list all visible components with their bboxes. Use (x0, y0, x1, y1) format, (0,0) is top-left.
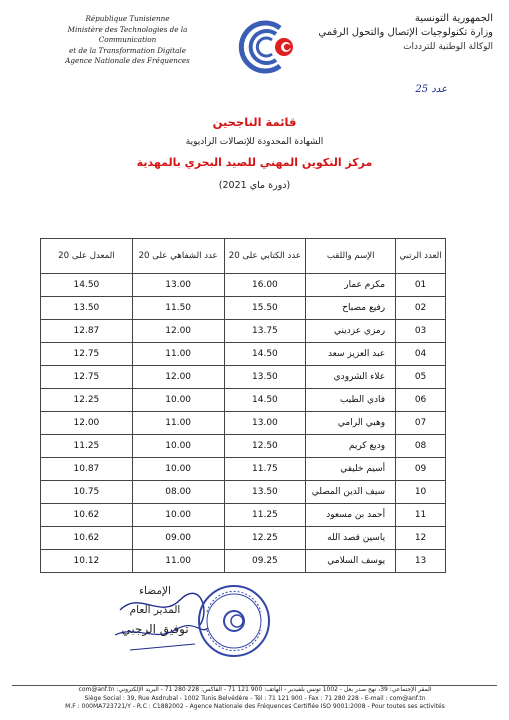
cell-name: رفيع مصباح (306, 297, 396, 320)
table-row (41, 389, 446, 412)
cell-average: 10.75 (41, 481, 133, 504)
cell-rank: 06 (396, 389, 446, 412)
header-rank: العدد الرتبي (396, 239, 446, 274)
cell-oral: 12.00 (132, 320, 224, 343)
cell-written: 13.50 (224, 481, 306, 504)
cell-name: يوسف السلامي (306, 550, 396, 573)
cell-oral: 11.00 (132, 412, 224, 435)
cell-written: 16.00 (224, 274, 306, 297)
cell-rank: 01 (396, 274, 446, 297)
cell-average: 12.87 (41, 320, 133, 343)
header-ar-line: وزارة تكنولوجيات الإتصال والتحول الرقمي (318, 27, 493, 38)
cell-average: 10.62 (41, 504, 133, 527)
cell-written: 11.25 (224, 504, 306, 527)
table-row (41, 320, 446, 343)
cell-average: 10.62 (41, 527, 133, 550)
cell-name: ياسين قصد الله (306, 527, 396, 550)
table-row (41, 550, 446, 573)
cell-average: 14.50 (41, 274, 133, 297)
cell-rank: 13 (396, 550, 446, 573)
table-row (41, 274, 446, 297)
cell-oral: 13.00 (132, 274, 224, 297)
cell-oral: 12.00 (132, 366, 224, 389)
cell-written: 14.50 (224, 389, 306, 412)
cell-written: 12.25 (224, 527, 306, 550)
table-row (41, 458, 446, 481)
cell-name: علاء الشرودي (306, 366, 396, 389)
header-ar-agency: الوكالة الوطنية للترددات (403, 42, 493, 52)
footer-french-line: Siège Social : 39, Rue Asdrubal - 1002 Tunis Belvédère - Tél : 71 121 900 - Fax : 71 280 228 - E-mail : com@anf.tn (84, 694, 426, 702)
cell-average: 10.87 (41, 458, 133, 481)
cell-written: 13.00 (224, 412, 306, 435)
table-header-row (41, 239, 446, 274)
cell-name: مكرم عمار (306, 274, 396, 297)
cell-rank: 10 (396, 481, 446, 504)
page-title: قائمة الناجحين (212, 115, 297, 129)
cell-name: أسيم خليفي (306, 458, 396, 481)
table-row (41, 504, 446, 527)
signature-name: توفيق الرجبي (121, 622, 189, 636)
footer (10, 686, 500, 712)
title-block (0, 112, 509, 198)
header-written: عدد الكتابي على 20 (224, 239, 306, 274)
header-average: المعدل على 20 (41, 239, 133, 274)
header-name: الإسم واللقب (306, 239, 396, 274)
table-row (41, 435, 446, 458)
reference-number: عدد 25 (415, 84, 447, 95)
cell-name: وهبي الرامي (306, 412, 396, 435)
cell-name: رمزي عزديني (306, 320, 396, 343)
cell-average: 12.75 (41, 366, 133, 389)
cell-rank: 12 (396, 527, 446, 550)
cell-average: 12.25 (41, 389, 133, 412)
table-row (41, 412, 446, 435)
cell-average: 10.12 (41, 550, 133, 573)
cell-average: 12.75 (41, 343, 133, 366)
header-fr-line: République Tunisienne (85, 14, 170, 23)
cell-rank: 02 (396, 297, 446, 320)
cell-rank: 09 (396, 458, 446, 481)
cell-name: عبد العزيز سعد (306, 343, 396, 366)
cell-written: 15.50 (224, 297, 306, 320)
cell-rank: 05 (396, 366, 446, 389)
cell-name: سيف الدين المصلي (306, 481, 396, 504)
session-title: (دورة ماي 2021) (218, 180, 291, 191)
cell-oral: 10.00 (132, 458, 224, 481)
cell-name: فادي الطيب (306, 389, 396, 412)
signature-title: المدير العام (129, 604, 181, 616)
results-table (40, 238, 446, 573)
footer-arabic-line: المقر الإجتماعي: 39، نهج صدر بعل - 1002 تونس بلفيدير - الهاتف: 900 121 71 - الفاكس: 228 280 71 - البريد الإلكتروني: com@anf.tn (78, 686, 432, 693)
header-oral: عدد الشفاهي على 20 (132, 239, 224, 274)
cell-rank: 08 (396, 435, 446, 458)
cell-oral: 10.00 (132, 504, 224, 527)
header-fr-line: Agence Nationale des Fréquences (65, 56, 190, 65)
cell-rank: 03 (396, 320, 446, 343)
header-ar-line: الجمهورية التونسية (414, 13, 493, 24)
table-row (41, 366, 446, 389)
table-body (41, 274, 446, 573)
certificate-title: الشهادة المحدودة للإتصالات الراديوية (185, 137, 324, 147)
cell-oral: 11.00 (132, 550, 224, 573)
cell-average: 13.50 (41, 297, 133, 320)
table-row (41, 297, 446, 320)
cell-oral: 08.00 (132, 481, 224, 504)
cell-written: 12.50 (224, 435, 306, 458)
cell-average: 12.00 (41, 412, 133, 435)
header-fr-line: Ministère des Technologies de la Communication (67, 24, 188, 44)
footer-registration-line: M.F : 000MA723721/Y - R.C : C1882002 - Agence Nationale des Fréquences Certifiée ISO 9001:2008 - Pour toutes ses activités (65, 703, 445, 710)
cell-oral: 11.00 (132, 343, 224, 366)
cell-oral: 10.00 (132, 435, 224, 458)
header-fr-line: et de la Transformation Digitale (69, 45, 186, 55)
cell-rank: 04 (396, 343, 446, 366)
center-title: مركز التكوين المهني للصيد البحري بالمهدية (136, 156, 373, 169)
cell-rank: 11 (396, 504, 446, 527)
header-arabic (288, 12, 493, 54)
cell-rank: 07 (396, 412, 446, 435)
cell-written: 14.50 (224, 343, 306, 366)
signature-label: الإمضاء (139, 585, 171, 597)
cell-written: 13.75 (224, 320, 306, 343)
official-stamp (195, 582, 273, 660)
cell-oral: 09.00 (132, 527, 224, 550)
cell-average: 11.25 (41, 435, 133, 458)
cell-written: 09.25 (224, 550, 306, 573)
cell-oral: 10.00 (132, 389, 224, 412)
cell-name: وديع كريم (306, 435, 396, 458)
cell-written: 11.75 (224, 458, 306, 481)
table-row (41, 481, 446, 504)
table-row (41, 527, 446, 550)
table-row (41, 343, 446, 366)
cell-oral: 11.50 (132, 297, 224, 320)
cell-written: 13.50 (224, 366, 306, 389)
cell-name: أحمد بن مسعود (306, 504, 396, 527)
header-french (40, 14, 215, 67)
